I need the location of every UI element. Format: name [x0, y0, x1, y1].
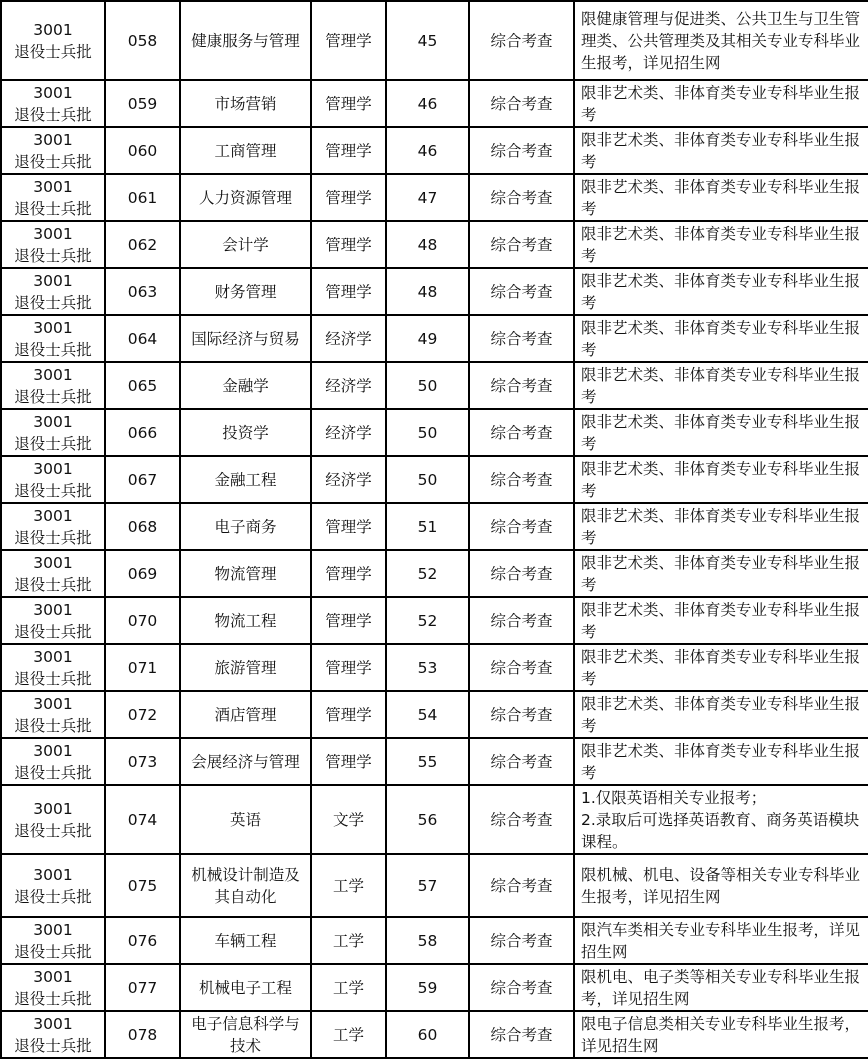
table-row [1, 597, 868, 644]
admission-method-cell: 综合考查 [469, 738, 574, 785]
remarks-cell: 限非艺术类、非体育类专业专科毕业生报考 [574, 550, 868, 597]
discipline-cell: 管理学 [311, 550, 386, 597]
sequence-number-cell: 55 [386, 738, 469, 785]
discipline-cell: 管理学 [311, 738, 386, 785]
batch-code: 3001 [33, 600, 73, 619]
admission-method-cell: 综合考查 [469, 362, 574, 409]
sequence-number-cell: 45 [386, 1, 469, 80]
batch-name: 退役士兵批 [14, 763, 92, 782]
major-name-cell: 电子商务 [180, 503, 311, 550]
sequence-number-cell: 58 [386, 917, 469, 964]
batch-code: 3001 [33, 967, 73, 986]
admission-method-cell: 综合考查 [469, 315, 574, 362]
major-code-cell: 059 [105, 80, 180, 127]
remarks-cell: 限健康管理与促进类、公共卫生与卫生管理类、公共管理类及其相关专业专科毕业生报考，详见招生网 [574, 1, 868, 80]
table-row [1, 738, 868, 785]
sequence-number-cell: 52 [386, 597, 469, 644]
remarks-cell: 限非艺术类、非体育类专业专科毕业生报考 [574, 80, 868, 127]
discipline-cell: 工学 [311, 964, 386, 1011]
batch-cell [1, 917, 105, 964]
remarks-cell: 限机电、电子类等相关专业专科毕业生报考，详见招生网 [574, 964, 868, 1011]
discipline-cell: 管理学 [311, 644, 386, 691]
major-name-cell: 国际经济与贸易 [180, 315, 311, 362]
table-row [1, 268, 868, 315]
major-name-cell: 旅游管理 [180, 644, 311, 691]
batch-cell [1, 738, 105, 785]
discipline-cell: 管理学 [311, 691, 386, 738]
table-row [1, 503, 868, 550]
batch-code: 3001 [33, 647, 73, 666]
batch-cell [1, 1011, 105, 1058]
batch-code: 3001 [33, 177, 73, 196]
remarks-cell: 限非艺术类、非体育类专业专科毕业生报考 [574, 503, 868, 550]
batch-cell [1, 785, 105, 854]
remarks-cell: 限非艺术类、非体育类专业专科毕业生报考 [574, 738, 868, 785]
batch-code: 3001 [33, 506, 73, 525]
sequence-number-cell: 50 [386, 409, 469, 456]
table-row [1, 550, 868, 597]
batch-name: 退役士兵批 [14, 1036, 92, 1055]
discipline-cell: 管理学 [311, 503, 386, 550]
table-row [1, 964, 868, 1011]
remarks-cell: 限非艺术类、非体育类专业专科毕业生报考 [574, 362, 868, 409]
admission-method-cell: 综合考查 [469, 1, 574, 80]
batch-name: 退役士兵批 [14, 887, 92, 906]
admission-method-cell: 综合考查 [469, 644, 574, 691]
discipline-cell: 经济学 [311, 315, 386, 362]
remarks-cell: 1.仅限英语相关专业报考； 2.录取后可选择英语教育、商务英语模块课程。 [574, 785, 868, 854]
discipline-cell: 文学 [311, 785, 386, 854]
remarks-cell: 限非艺术类、非体育类专业专科毕业生报考 [574, 597, 868, 644]
remarks-cell: 限非艺术类、非体育类专业专科毕业生报考 [574, 315, 868, 362]
batch-cell [1, 597, 105, 644]
discipline-cell: 管理学 [311, 221, 386, 268]
sequence-number-cell: 57 [386, 854, 469, 917]
batch-cell [1, 644, 105, 691]
admission-method-cell: 综合考查 [469, 456, 574, 503]
remarks-cell: 限电子信息类相关专业专科毕业生报考，详见招生网 [574, 1011, 868, 1058]
batch-cell [1, 1, 105, 80]
admission-method-cell: 综合考查 [469, 785, 574, 854]
batch-code: 3001 [33, 553, 73, 572]
admission-method-cell: 综合考查 [469, 854, 574, 917]
remarks-cell: 限非艺术类、非体育类专业专科毕业生报考 [574, 644, 868, 691]
major-code-cell: 074 [105, 785, 180, 854]
sequence-number-cell: 53 [386, 644, 469, 691]
batch-cell [1, 315, 105, 362]
table-row [1, 1, 868, 80]
table-body [1, 1, 868, 1058]
remarks-cell: 限非艺术类、非体育类专业专科毕业生报考 [574, 691, 868, 738]
batch-cell [1, 503, 105, 550]
remarks-cell: 限机械、机电、设备等相关专业专科毕业生报考，详见招生网 [574, 854, 868, 917]
table-row [1, 785, 868, 854]
major-name-cell: 酒店管理 [180, 691, 311, 738]
major-name-cell: 健康服务与管理 [180, 1, 311, 80]
major-name-cell: 物流工程 [180, 597, 311, 644]
table-row [1, 221, 868, 268]
batch-name: 退役士兵批 [14, 575, 92, 594]
major-code-cell: 078 [105, 1011, 180, 1058]
batch-name: 退役士兵批 [14, 105, 92, 124]
table-row [1, 854, 868, 917]
batch-cell [1, 854, 105, 917]
sequence-number-cell: 56 [386, 785, 469, 854]
batch-name: 退役士兵批 [14, 387, 92, 406]
admission-method-cell: 综合考查 [469, 174, 574, 221]
batch-name: 退役士兵批 [14, 989, 92, 1008]
sequence-number-cell: 59 [386, 964, 469, 1011]
major-code-cell: 061 [105, 174, 180, 221]
sequence-number-cell: 46 [386, 127, 469, 174]
major-code-cell: 073 [105, 738, 180, 785]
batch-cell [1, 80, 105, 127]
major-code-cell: 067 [105, 456, 180, 503]
batch-code: 3001 [33, 459, 73, 478]
remarks-cell: 限非艺术类、非体育类专业专科毕业生报考 [574, 268, 868, 315]
table-row [1, 456, 868, 503]
batch-cell [1, 221, 105, 268]
batch-code: 3001 [33, 20, 73, 39]
discipline-cell: 管理学 [311, 597, 386, 644]
major-name-cell: 金融工程 [180, 456, 311, 503]
admission-method-cell: 综合考查 [469, 550, 574, 597]
batch-code: 3001 [33, 224, 73, 243]
batch-name: 退役士兵批 [14, 42, 92, 61]
major-name-cell: 电子信息科学与技术 [180, 1011, 311, 1058]
table-row [1, 362, 868, 409]
batch-code: 3001 [33, 130, 73, 149]
sequence-number-cell: 46 [386, 80, 469, 127]
major-code-cell: 063 [105, 268, 180, 315]
batch-name: 退役士兵批 [14, 622, 92, 641]
sequence-number-cell: 50 [386, 362, 469, 409]
batch-cell [1, 362, 105, 409]
table-row [1, 315, 868, 362]
major-name-cell: 会计学 [180, 221, 311, 268]
batch-cell [1, 964, 105, 1011]
table-row [1, 174, 868, 221]
batch-cell [1, 127, 105, 174]
batch-code: 3001 [33, 318, 73, 337]
batch-name: 退役士兵批 [14, 669, 92, 688]
sequence-number-cell: 51 [386, 503, 469, 550]
batch-name: 退役士兵批 [14, 716, 92, 735]
remarks-cell: 限非艺术类、非体育类专业专科毕业生报考 [574, 456, 868, 503]
batch-cell [1, 174, 105, 221]
major-code-cell: 065 [105, 362, 180, 409]
discipline-cell: 管理学 [311, 174, 386, 221]
batch-cell [1, 550, 105, 597]
batch-code: 3001 [33, 799, 73, 818]
batch-name: 退役士兵批 [14, 942, 92, 961]
major-code-cell: 066 [105, 409, 180, 456]
remarks-cell: 限非艺术类、非体育类专业专科毕业生报考 [574, 409, 868, 456]
discipline-cell: 管理学 [311, 80, 386, 127]
admission-method-cell: 综合考查 [469, 503, 574, 550]
batch-name: 退役士兵批 [14, 246, 92, 265]
major-name-cell: 英语 [180, 785, 311, 854]
discipline-cell: 管理学 [311, 1, 386, 80]
sequence-number-cell: 49 [386, 315, 469, 362]
batch-cell [1, 409, 105, 456]
batch-code: 3001 [33, 83, 73, 102]
admission-method-cell: 综合考查 [469, 268, 574, 315]
discipline-cell: 工学 [311, 1011, 386, 1058]
admission-method-cell: 综合考查 [469, 221, 574, 268]
remarks-cell: 限汽车类相关专业专科毕业生报考，详见招生网 [574, 917, 868, 964]
discipline-cell: 管理学 [311, 268, 386, 315]
major-code-cell: 069 [105, 550, 180, 597]
discipline-cell: 经济学 [311, 362, 386, 409]
batch-name: 退役士兵批 [14, 340, 92, 359]
sequence-number-cell: 48 [386, 268, 469, 315]
remarks-cell: 限非艺术类、非体育类专业专科毕业生报考 [574, 221, 868, 268]
major-code-cell: 060 [105, 127, 180, 174]
major-name-cell: 投资学 [180, 409, 311, 456]
major-code-cell: 071 [105, 644, 180, 691]
discipline-cell: 工学 [311, 917, 386, 964]
admission-method-cell: 综合考查 [469, 964, 574, 1011]
major-name-cell: 金融学 [180, 362, 311, 409]
table-row [1, 917, 868, 964]
admission-method-cell: 综合考查 [469, 917, 574, 964]
sequence-number-cell: 54 [386, 691, 469, 738]
major-name-cell: 物流管理 [180, 550, 311, 597]
batch-cell [1, 456, 105, 503]
batch-name: 退役士兵批 [14, 434, 92, 453]
admission-method-cell: 综合考查 [469, 80, 574, 127]
major-name-cell: 车辆工程 [180, 917, 311, 964]
sequence-number-cell: 47 [386, 174, 469, 221]
batch-name: 退役士兵批 [14, 199, 92, 218]
admission-method-cell: 综合考查 [469, 409, 574, 456]
batch-code: 3001 [33, 865, 73, 884]
table-row [1, 691, 868, 738]
major-name-cell: 工商管理 [180, 127, 311, 174]
batch-name: 退役士兵批 [14, 481, 92, 500]
batch-name: 退役士兵批 [14, 152, 92, 171]
batch-cell [1, 691, 105, 738]
admission-method-cell: 综合考查 [469, 597, 574, 644]
batch-code: 3001 [33, 694, 73, 713]
discipline-cell: 经济学 [311, 456, 386, 503]
batch-code: 3001 [33, 1014, 73, 1033]
major-code-cell: 075 [105, 854, 180, 917]
major-code-cell: 070 [105, 597, 180, 644]
major-code-cell: 076 [105, 917, 180, 964]
batch-cell [1, 268, 105, 315]
major-code-cell: 058 [105, 1, 180, 80]
major-name-cell: 市场营销 [180, 80, 311, 127]
sequence-number-cell: 50 [386, 456, 469, 503]
major-name-cell: 机械电子工程 [180, 964, 311, 1011]
batch-name: 退役士兵批 [14, 528, 92, 547]
major-name-cell: 会展经济与管理 [180, 738, 311, 785]
table-row [1, 1011, 868, 1058]
sequence-number-cell: 52 [386, 550, 469, 597]
batch-code: 3001 [33, 920, 73, 939]
table-row [1, 644, 868, 691]
batch-name: 退役士兵批 [14, 821, 92, 840]
major-name-cell: 财务管理 [180, 268, 311, 315]
major-code-cell: 064 [105, 315, 180, 362]
major-name-cell: 机械设计制造及其自动化 [180, 854, 311, 917]
major-code-cell: 072 [105, 691, 180, 738]
table-row [1, 127, 868, 174]
remarks-cell: 限非艺术类、非体育类专业专科毕业生报考 [574, 127, 868, 174]
table-row [1, 409, 868, 456]
batch-code: 3001 [33, 412, 73, 431]
major-code-cell: 077 [105, 964, 180, 1011]
batch-code: 3001 [33, 741, 73, 760]
remarks-cell: 限非艺术类、非体育类专业专科毕业生报考 [574, 174, 868, 221]
batch-name: 退役士兵批 [14, 293, 92, 312]
discipline-cell: 经济学 [311, 409, 386, 456]
admission-method-cell: 综合考查 [469, 127, 574, 174]
discipline-cell: 工学 [311, 854, 386, 917]
major-name-cell: 人力资源管理 [180, 174, 311, 221]
major-code-cell: 062 [105, 221, 180, 268]
table-row [1, 80, 868, 127]
discipline-cell: 管理学 [311, 127, 386, 174]
batch-code: 3001 [33, 271, 73, 290]
sequence-number-cell: 60 [386, 1011, 469, 1058]
admission-method-cell: 综合考查 [469, 691, 574, 738]
batch-code: 3001 [33, 365, 73, 384]
sequence-number-cell: 48 [386, 221, 469, 268]
major-code-cell: 068 [105, 503, 180, 550]
admission-method-cell: 综合考查 [469, 1011, 574, 1058]
